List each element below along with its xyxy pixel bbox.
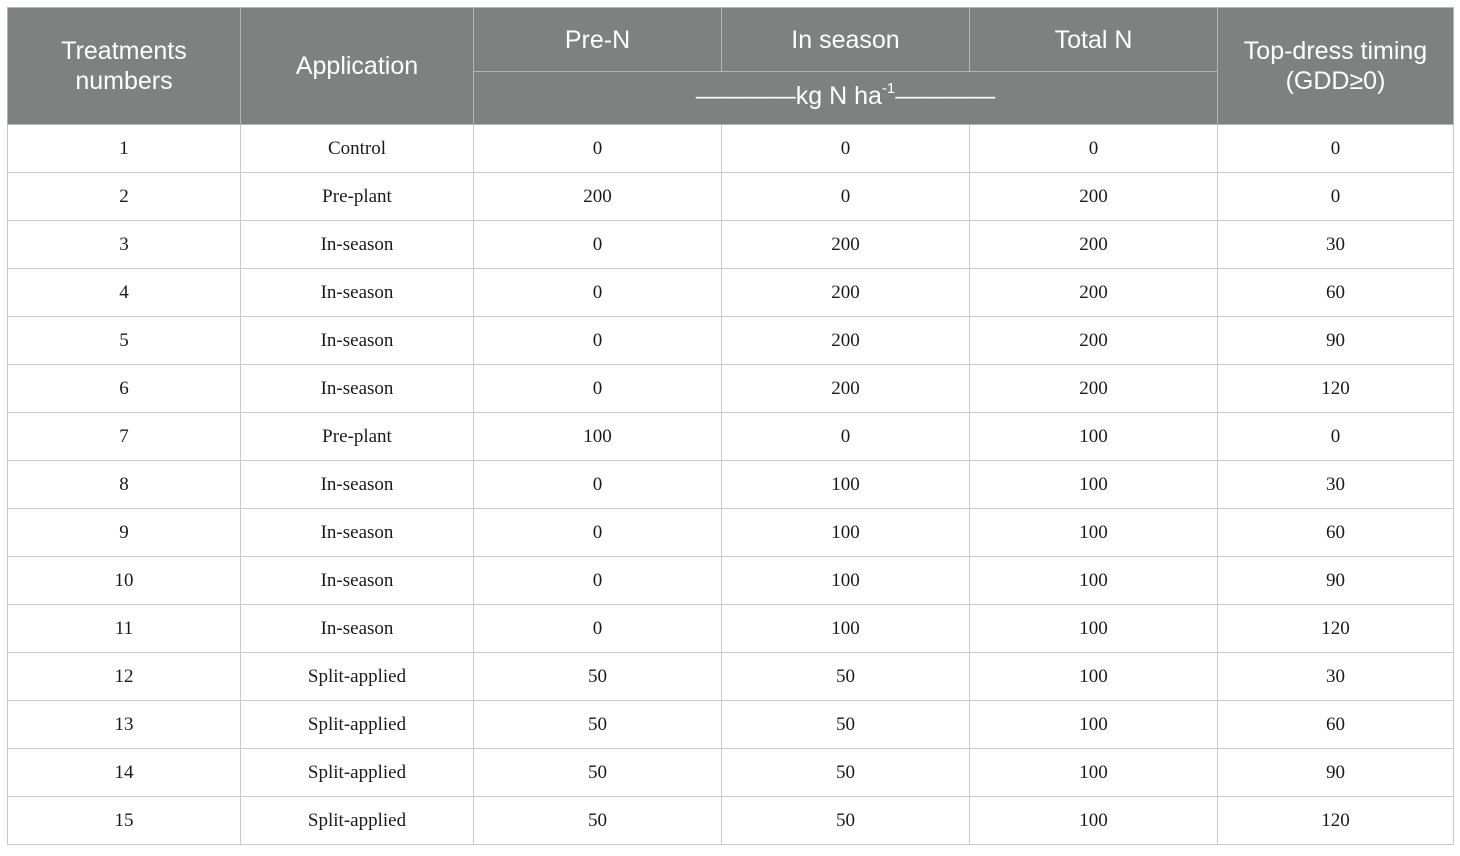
cell-treatment-number: 6 [8, 365, 241, 413]
cell-treatment-number: 8 [8, 461, 241, 509]
cell-pre-n: 50 [474, 653, 722, 701]
table-row [8, 269, 1454, 317]
cell-treatment-number: 3 [8, 221, 241, 269]
cell-pre-n: 50 [474, 749, 722, 797]
cell-treatment-number: 9 [8, 509, 241, 557]
cell-in-season: 0 [722, 125, 970, 173]
header-application: Application [241, 8, 474, 125]
cell-total-n: 100 [970, 701, 1218, 749]
cell-total-n: 100 [970, 749, 1218, 797]
cell-pre-n: 200 [474, 173, 722, 221]
cell-top-dress-timing: 90 [1218, 557, 1454, 605]
cell-in-season: 100 [722, 509, 970, 557]
table-row [8, 221, 1454, 269]
cell-pre-n: 100 [474, 413, 722, 461]
cell-total-n: 100 [970, 797, 1218, 845]
cell-pre-n: 50 [474, 797, 722, 845]
cell-in-season: 100 [722, 461, 970, 509]
cell-pre-n: 0 [474, 269, 722, 317]
cell-treatment-number: 12 [8, 653, 241, 701]
table-row [8, 605, 1454, 653]
cell-in-season: 0 [722, 173, 970, 221]
cell-in-season: 200 [722, 269, 970, 317]
table-row [8, 461, 1454, 509]
cell-application: In-season [241, 509, 474, 557]
cell-top-dress-timing: 60 [1218, 509, 1454, 557]
cell-pre-n: 0 [474, 605, 722, 653]
cell-pre-n: 50 [474, 701, 722, 749]
cell-treatment-number: 4 [8, 269, 241, 317]
cell-application: In-season [241, 269, 474, 317]
cell-application: Pre-plant [241, 413, 474, 461]
header-row [8, 8, 1454, 72]
cell-total-n: 100 [970, 653, 1218, 701]
header-in-season: In season [722, 8, 970, 72]
cell-in-season: 200 [722, 221, 970, 269]
cell-in-season: 50 [722, 701, 970, 749]
header-unit [474, 72, 1218, 125]
cell-top-dress-timing: 90 [1218, 749, 1454, 797]
cell-application: In-season [241, 221, 474, 269]
unit-prefix: ————kg N ha [695, 82, 882, 110]
cell-total-n: 100 [970, 461, 1218, 509]
cell-total-n: 100 [970, 605, 1218, 653]
table-body [8, 125, 1454, 845]
cell-top-dress-timing: 30 [1218, 653, 1454, 701]
cell-pre-n: 0 [474, 365, 722, 413]
cell-pre-n: 0 [474, 221, 722, 269]
cell-top-dress-timing: 120 [1218, 605, 1454, 653]
header-pre-n: Pre-N [474, 8, 722, 72]
cell-application: Split-applied [241, 749, 474, 797]
cell-treatment-number: 5 [8, 317, 241, 365]
cell-in-season: 0 [722, 413, 970, 461]
cell-top-dress-timing: 60 [1218, 701, 1454, 749]
cell-in-season: 50 [722, 749, 970, 797]
cell-treatment-number: 13 [8, 701, 241, 749]
cell-total-n: 0 [970, 125, 1218, 173]
cell-top-dress-timing: 0 [1218, 125, 1454, 173]
header-top-dress-timing: Top-dress timing (GDD≥0) [1218, 8, 1454, 125]
cell-total-n: 100 [970, 557, 1218, 605]
cell-pre-n: 0 [474, 509, 722, 557]
table-row [8, 797, 1454, 845]
table-row [8, 173, 1454, 221]
cell-top-dress-timing: 90 [1218, 317, 1454, 365]
cell-in-season: 50 [722, 653, 970, 701]
cell-top-dress-timing: 0 [1218, 413, 1454, 461]
cell-total-n: 200 [970, 317, 1218, 365]
cell-treatment-number: 2 [8, 173, 241, 221]
cell-application: In-season [241, 605, 474, 653]
cell-application: Split-applied [241, 653, 474, 701]
unit-suffix: ———— [895, 82, 996, 110]
cell-application: In-season [241, 461, 474, 509]
cell-total-n: 100 [970, 413, 1218, 461]
table-row [8, 557, 1454, 605]
cell-top-dress-timing: 120 [1218, 797, 1454, 845]
table-row [8, 653, 1454, 701]
cell-application: In-season [241, 317, 474, 365]
cell-application: Pre-plant [241, 173, 474, 221]
table-row [8, 701, 1454, 749]
cell-treatment-number: 7 [8, 413, 241, 461]
cell-top-dress-timing: 30 [1218, 221, 1454, 269]
cell-total-n: 200 [970, 365, 1218, 413]
cell-treatment-number: 11 [8, 605, 241, 653]
cell-top-dress-timing: 30 [1218, 461, 1454, 509]
cell-pre-n: 0 [474, 557, 722, 605]
cell-total-n: 200 [970, 173, 1218, 221]
cell-treatment-number: 15 [8, 797, 241, 845]
cell-in-season: 200 [722, 317, 970, 365]
table-row [8, 509, 1454, 557]
cell-top-dress-timing: 60 [1218, 269, 1454, 317]
cell-total-n: 200 [970, 221, 1218, 269]
cell-in-season: 100 [722, 557, 970, 605]
cell-treatment-number: 10 [8, 557, 241, 605]
nitrogen-treatments-table [7, 7, 1454, 845]
header-treatments-numbers: Treatments numbers [8, 8, 241, 125]
unit-superscript: -1 [881, 80, 896, 97]
cell-in-season: 200 [722, 365, 970, 413]
header-total-n: Total N [970, 8, 1218, 72]
cell-pre-n: 0 [474, 317, 722, 365]
cell-pre-n: 0 [474, 461, 722, 509]
table-row [8, 365, 1454, 413]
cell-top-dress-timing: 0 [1218, 173, 1454, 221]
cell-application: In-season [241, 365, 474, 413]
cell-top-dress-timing: 120 [1218, 365, 1454, 413]
cell-total-n: 200 [970, 269, 1218, 317]
cell-application: Split-applied [241, 701, 474, 749]
table-row [8, 317, 1454, 365]
cell-application: In-season [241, 557, 474, 605]
table-row [8, 413, 1454, 461]
table-row [8, 749, 1454, 797]
table-header [8, 8, 1454, 125]
cell-treatment-number: 14 [8, 749, 241, 797]
cell-application: Control [241, 125, 474, 173]
cell-in-season: 100 [722, 605, 970, 653]
table-row [8, 125, 1454, 173]
cell-in-season: 50 [722, 797, 970, 845]
cell-total-n: 100 [970, 509, 1218, 557]
cell-application: Split-applied [241, 797, 474, 845]
cell-pre-n: 0 [474, 125, 722, 173]
cell-treatment-number: 1 [8, 125, 241, 173]
